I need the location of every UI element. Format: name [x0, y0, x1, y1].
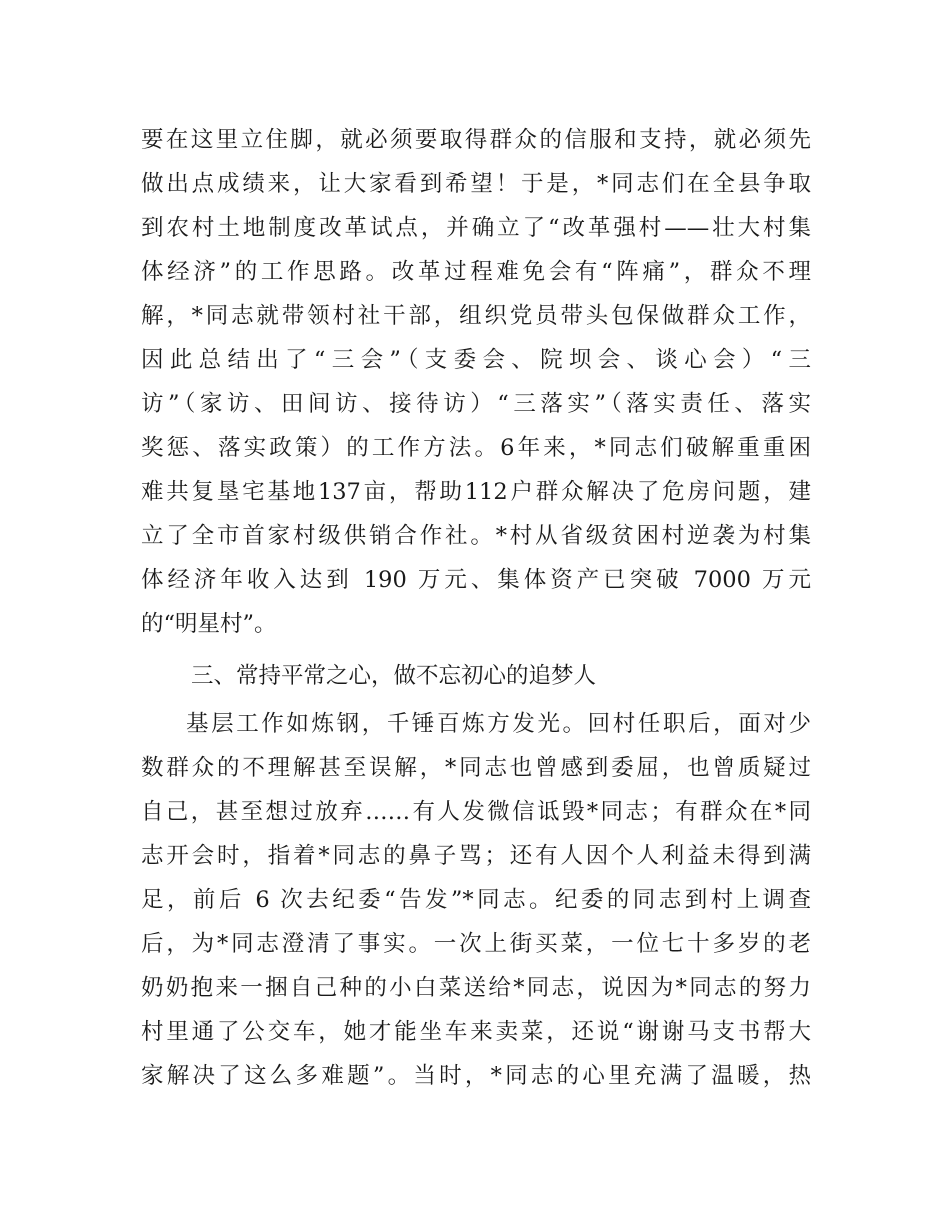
- paragraph-line: 足，前后 6 次去纪委“告发”*同志。纪委的同志到村上调查: [141, 887, 811, 913]
- paragraph-line: 自己，甚至想过放弃……有人发微信诋毁*同志；有群众在*同: [141, 799, 811, 825]
- paragraph-line: 到农村土地制度改革试点，并确立了“改革强村——壮大村集: [141, 215, 811, 241]
- paragraph-2: [141, 702, 811, 1098]
- paragraph-1: [141, 118, 811, 646]
- paragraph-line: 的“明星村”。: [141, 611, 277, 637]
- paragraph-line: 要在这里立住脚，就必须要取得群众的信服和支持，就必须先: [141, 127, 811, 153]
- paragraph-line: 奖惩、落实政策）的工作方法。6年来，*同志们破解重重困: [141, 435, 811, 461]
- paragraph-line: 访”（家访、田间访、接待访）“三落实”（落实责任、落实: [141, 391, 811, 417]
- document-body: [141, 118, 811, 1098]
- paragraph-line: 家解决了这么多难题”。当时，*同志的心里充满了温暖，热: [141, 1063, 811, 1089]
- paragraph-line: 后，为*同志澄清了事实。一次上街买菜，一位七十多岁的老: [141, 931, 811, 957]
- paragraph-line: 难共复垦宅基地137亩，帮助112户群众解决了危房问题，建: [141, 479, 811, 505]
- paragraph-line: 因此总结出了“三会”（支委会、院坝会、谈心会）“三: [141, 347, 811, 373]
- paragraph-line: 基层工作如炼钢，千锤百炼方发光。回村任职后，面对少: [186, 711, 811, 737]
- paragraph-line: 奶奶抱来一捆自己种的小白菜送给*同志，说因为*同志的努力: [141, 975, 811, 1001]
- paragraph-line: 立了全市首家村级供销合作社。*村从省级贫困村逆袭为村集: [141, 523, 811, 549]
- paragraph-line: 体经济”的工作思路。改革过程难免会有“阵痛”，群众不理: [141, 259, 811, 285]
- paragraph-line: 数群众的不理解甚至误解，*同志也曾感到委屈，也曾质疑过: [141, 755, 811, 781]
- paragraph-line: 志开会时，指着*同志的鼻子骂；还有人因个人利益未得到满: [141, 843, 811, 869]
- paragraph-line: 解，*同志就带领村社干部，组织党员带头包保做群众工作，: [141, 303, 811, 329]
- section-heading: 三、常持平常之心，做不忘初心的追梦人: [191, 663, 597, 689]
- paragraph-line: 做出点成绩来，让大家看到希望！于是，*同志们在全县争取: [141, 171, 811, 197]
- paragraph-line: 体经济年收入达到 190 万元、集体资产已突破 7000 万元: [141, 567, 811, 593]
- paragraph-line: 村里通了公交车，她才能坐车来卖菜，还说“谢谢马支书帮大: [141, 1019, 811, 1045]
